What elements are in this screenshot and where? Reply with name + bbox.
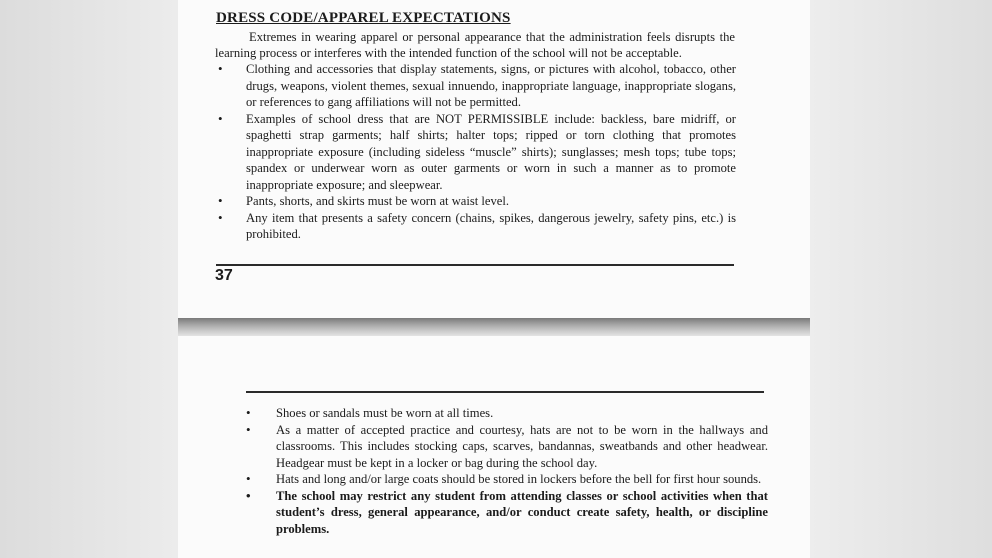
dress-code-bullet-list — [216, 61, 736, 243]
section-heading: DRESS CODE/APPAREL EXPECTATIONS — [216, 10, 511, 26]
header-rule — [246, 391, 764, 393]
bullet-icon: • — [246, 487, 251, 503]
bullet-icon: • — [218, 61, 223, 76]
list-item-text: Shoes or sandals must be worn at all times. — [276, 406, 494, 420]
dress-code-bullet-list-continued — [244, 405, 768, 537]
page-divider — [178, 318, 810, 336]
list-item — [244, 488, 768, 538]
left-background — [0, 0, 178, 558]
list-item — [244, 405, 768, 422]
bullet-icon: • — [246, 421, 251, 437]
list-item-text: Examples of school dress that are NOT PERMISSIBLE include: backless, bare midriff, or spaghetti strap garments; half shirts; halter tops; ripped or torn clothing that promotes inappropriate exposure (including sideless “muscle” shirts); sunglasses; mesh tops; tube tops; spandex or underwear worn as outer garments or worn in such a manner as to promote inappropriate exposure; and sleepwear. — [246, 111, 736, 192]
bullet-icon: • — [218, 110, 223, 126]
list-item-text: As a matter of accepted practice and courtesy, hats are not to be worn in the hallways and classrooms. This includes stocking caps, scarves, bandannas, sweatbands and other headwear. Headgear must be kept in a locker or bag during the school day. — [276, 422, 768, 470]
handbook-page-38 — [178, 336, 810, 558]
right-background — [810, 0, 992, 558]
list-item-text: The school may restrict any student from attending classes or school activities when that student’s dress, general appearance, and/or conduct create safety, health, or discipline problems. — [276, 488, 768, 536]
footer-rule — [216, 264, 734, 266]
list-item — [216, 210, 736, 243]
list-item-text: Clothing and accessories that display statements, signs, or pictures with alcohol, tobacco, other drugs, weapons, violent themes, sexual innuendo, inappropriate language, inappropriate slogans, or references to gang affiliations will not be permitted. — [246, 62, 736, 109]
list-item — [216, 111, 736, 194]
list-item — [244, 422, 768, 472]
page-number: 37 — [215, 267, 233, 284]
list-item — [216, 61, 736, 111]
handbook-page-37 — [178, 0, 810, 318]
bullet-icon: • — [218, 193, 223, 208]
bullet-icon: • — [218, 209, 223, 225]
bullet-icon: • — [246, 471, 251, 486]
list-item-text: Pants, shorts, and skirts must be worn at waist level. — [246, 194, 510, 208]
intro-paragraph: Extremes in wearing apparel or personal appearance that the administration feels disrupts the learning process or interferes with the intended function of the school will not be acceptable. — [215, 30, 735, 60]
bullet-icon: • — [246, 405, 251, 420]
list-item-text: Any item that presents a safety concern (chains, spikes, dangerous jewelry, safety pins, etc.) is prohibited. — [246, 210, 736, 241]
list-item — [216, 193, 736, 210]
list-item — [244, 471, 768, 488]
list-item-text: Hats and long and/or large coats should be stored in lockers before the bell for first hour sounds. — [276, 472, 762, 486]
